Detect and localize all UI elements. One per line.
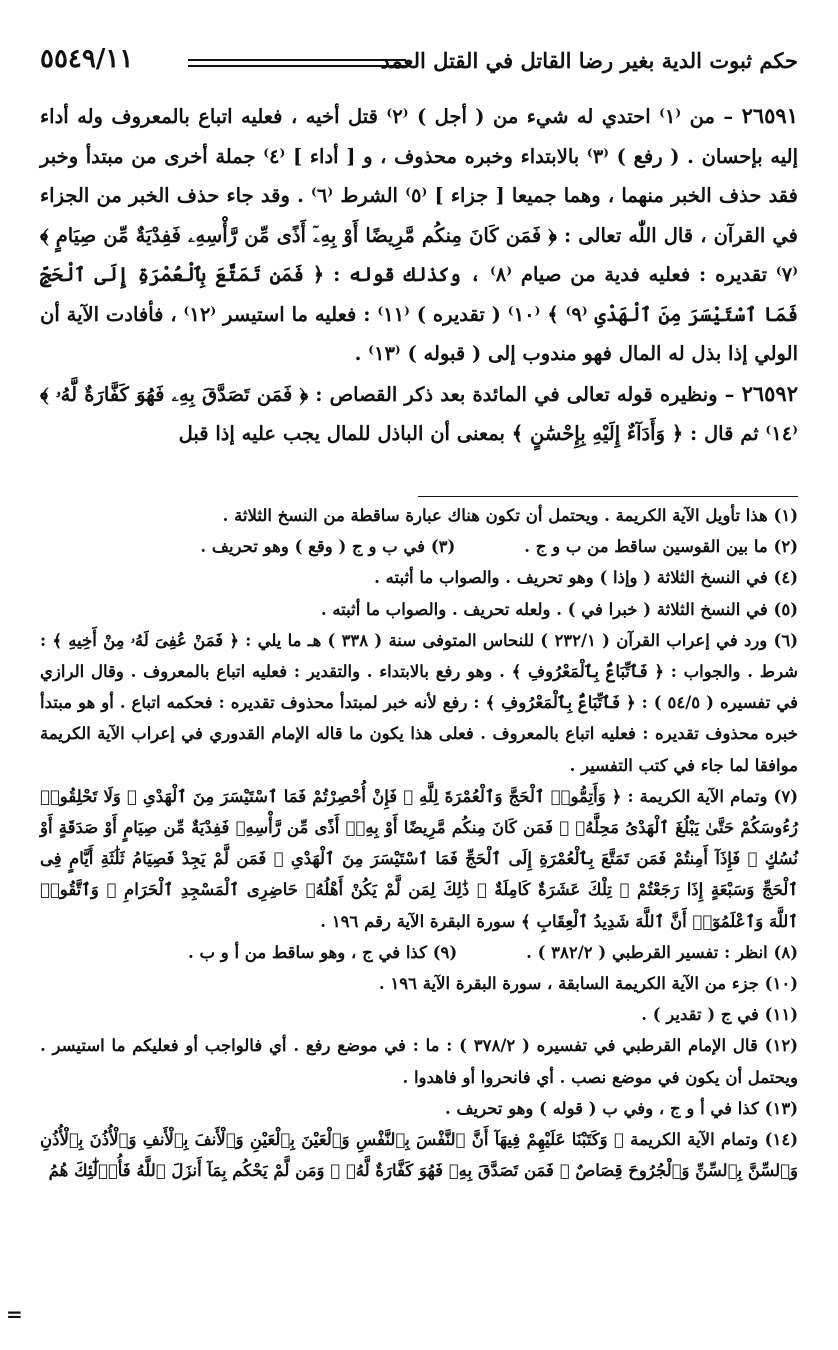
paragraph	[40, 374, 798, 454]
paragraph-text: – من ⁽١⁾ احتدي له شيء من ( أجل ) ⁽٢⁾ قتل أخيه ، فعليه اتباع بالمعروف وله أداء إليه بإحسان . ( رفع ) ⁽٣⁾ بالابتداء وخبره محذوف ، و [ أداء ] ⁽٤⁾ جملة أخرى من مبتدأ وخبر فقد حذف الخبر منهما ، وهما جميعا [ جزاء ] ⁽٥⁾ الشرط ⁽٦⁾ . وقد جاء حذف الخبر من الجزاء في القرآن ، قال اللّٰه تعالى : ﴿ فَمَن كَانَ مِنكُم مَّرِيضًا أَوْ بِهِۦٓ أَذًى مِّن رَّأْسِهِۦ فَفِدْيَةٌ مِّن صِيَامٍ ﴾ ⁽٧⁾ تقديره : فعليه فدية من صيام ⁽٨⁾ ، وكذلك قوله : ﴿ فَمَن تَمَتَّعَ بِٱلْعُمْرَةِ إِلَى ٱلْحَجِّ فَمَا ٱسْتَيْسَرَ مِنَ ٱلْهَدْىِ ⁽٩⁾ ﴾ ⁽١٠⁾ ( تقديره ) ⁽١١⁾ : فعليه ما استيسر ⁽١٢⁾ ، فأفادت الآية أن الولي إذا بذل له المال فهو مندوب إلى ( قبوله ) ⁽١٣⁾ .	[40, 105, 799, 365]
footnote: (١٣) كذا في أ و ج ، وفي ب ( قوله ) وهو تحريف .	[444, 1098, 798, 1118]
header-double-rule	[188, 59, 406, 67]
page-header	[40, 44, 798, 84]
footnote: (٨) انظر : تفسير القرطبي ( ٣٨٢/٢ ) . (٩) كذا في ج ، وهو ساقط من أ و ب .	[187, 942, 798, 962]
footnote: (١٠) جزء من الآية الكريمة السابقة ، سورة البقرة الآية ١٩٦ .	[378, 974, 798, 994]
main-text	[40, 96, 798, 454]
footnote: (٧) وتمام الآية الكريمة : ﴿ وَأَتِمُّوا۟ ٱلْحَجَّ وَٱلْعُمْرَةَ لِلَّهِ ۚ فَإِنْ أُحْصِرْتُمْ فَمَا ٱسْتَيْسَرَ مِنَ ٱلْهَدْىِ ۖ وَلَا تَحْلِقُوا۟ رُءُوسَكُمْ حَتَّىٰ يَبْلُغَ ٱلْهَدْىُ مَحِلَّهُۥ ۚ فَمَن كَانَ مِنكُم مَّرِيضًا أَوْ بِهِۦٓ أَذًى مِّن رَّأْسِهِۦ فَفِدْيَةٌ مِّن صِيَامٍ أَوْ صَدَقَةٍ أَوْ نُسُكٍ ۚ فَإِذَآ أَمِنتُمْ فَمَن تَمَتَّعَ بِٱلْعُمْرَةِ إِلَى ٱلْحَجِّ فَمَا ٱسْتَيْسَرَ مِنَ ٱلْهَدْىِ ۚ فَمَن لَّمْ يَجِدْ فَصِيَامُ ثَلَٰثَةِ أَيَّامٍ فِى ٱلْحَجِّ وَسَبْعَةٍ إِذَا رَجَعْتُمْ ۗ تِلْكَ عَشَرَةٌ كَامِلَةٌ ۗ ذَٰلِكَ لِمَن لَّمْ يَكُنْ أَهْلُهُۥ حَاضِرِى ٱلْمَسْجِدِ ٱلْحَرَامِ ۚ وَٱتَّقُوا۟ ٱللَّهَ وَٱعْلَمُوٓا۟ أَنَّ ٱللَّهَ شَدِيدُ ٱلْعِقَابِ ﴾ سورة البقرة الآية رقم ١٩٦ .	[40, 786, 798, 931]
page-number: ٥٥٤٩/١١	[40, 44, 134, 74]
paragraph-text: – ونظيره قوله تعالى في المائدة بعد ذكر القصاص : ﴿ فَمَن تَصَدَّقَ بِهِۦ فَهُوَ كَفَّارَةٌ لَّهُۥ ﴾ ⁽١٤⁾ ثم قال : ﴿ وَأَدَآءٌ إِلَيْهِ بِإِحْسَٰنٍ ﴾ بمعنى أن الباذل للمال يجب عليه إذا قبل	[40, 382, 798, 445]
footnote: (١١) في ج ( تقدير ) .	[641, 1005, 798, 1025]
footnote: (٥) في النسخ الثلاثة ( خبرا في ) . ولعله تحريف . والصواب ما أثبته .	[320, 599, 798, 619]
footnote: (١٢) قال الإمام القرطبي في تفسيره ( ٣٧٨/٢ ) : ما : في موضع رفع . أي فالواجب أو فعليكم ما استيسر . ويحتمل أن يكون في موضع نصب . أي فانحروا أو فاهدوا .	[40, 1036, 798, 1087]
footnote: (١) هذا تأويل الآية الكريمة . ويحتمل أن تكون هناك عبارة ساقطة من النسخ الثلاثة .	[222, 506, 798, 525]
paragraph-number: ٢٦٥٩٢	[741, 380, 798, 406]
running-title: حكم ثبوت الدية بغير رضا القاتل في القتل العمد	[380, 48, 798, 73]
footnotes	[40, 500, 798, 1186]
footnote: (١٤) وتمام الآية الكريمة ﴿ وَكَتَبْنَا عَلَيْهِمْ فِيهَآ أَنَّ ٱلنَّفْسَ بِٱلنَّفْسِ وَٱلْعَيْنَ بِٱلْعَيْنِ وَٱلْأَنفَ بِٱلْأَنفِ وَٱلْأُذُنَ بِٱلْأُذُنِ وَٱلسِّنَّ بِٱلسِّنِّ وَٱلْجُرُوحَ قِصَاصٌ ۚ فَمَن تَصَدَّقَ بِهِۦ فَهُوَ كَفَّارَةٌ لَّهُۥ ۚ وَمَن لَّمْ يَحْكُم بِمَآ أَنزَلَ ٱللَّهُ فَأُو۟لَٰٓئِكَ هُمُ	[40, 1130, 798, 1181]
paragraph-number: ٢٦٥٩١	[741, 103, 798, 128]
footnote: (٢) ما بين القوسين ساقط من ب و ج . (٣) في ب و ج ( وقع ) وهو تحريف .	[200, 537, 798, 557]
continuation-mark: =	[6, 1302, 23, 1326]
footnote-divider	[418, 496, 798, 497]
paragraph	[40, 96, 798, 374]
footnote: (٤) في النسخ الثلاثة ( وإذا ) وهو تحريف . والصواب ما أثبته .	[374, 568, 798, 588]
footnote: (٦) ورد في إعراب القرآن ( ٢٣٢/١ ) للنحاس المتوفى سنة ( ٣٣٨ ) هـ ما يلي : ﴿ فَمَنْ عُفِىَ لَهُۥ مِنْ أَخِيهِ ﴾ : شرط . والجواب : ﴿ فَٱتِّبَاعٌۢ بِٱلْمَعْرُوفِ ﴾ . وهو رفع بالابتداء . والتقدير : فعليه اتباع بالمعروف . وقال الرازي في تفسيره ( ٥٤/٥ ) : ﴿ فَٱتِّبَاعٌۢ بِٱلْمَعْرُوفِ ﴾ : رفع لأنه خبر لمبتدأ محذوف تقديره : فحكمه اتباع . أو هو مبتدأ خبره محذوف تقديره : فعليه اتباع بالمعروف . فعلى هذا يكون ما قاله الإمام القدوري في إعراب الآية الكريمة موافقا لما جاء في كتب التفسير .	[40, 630, 798, 775]
